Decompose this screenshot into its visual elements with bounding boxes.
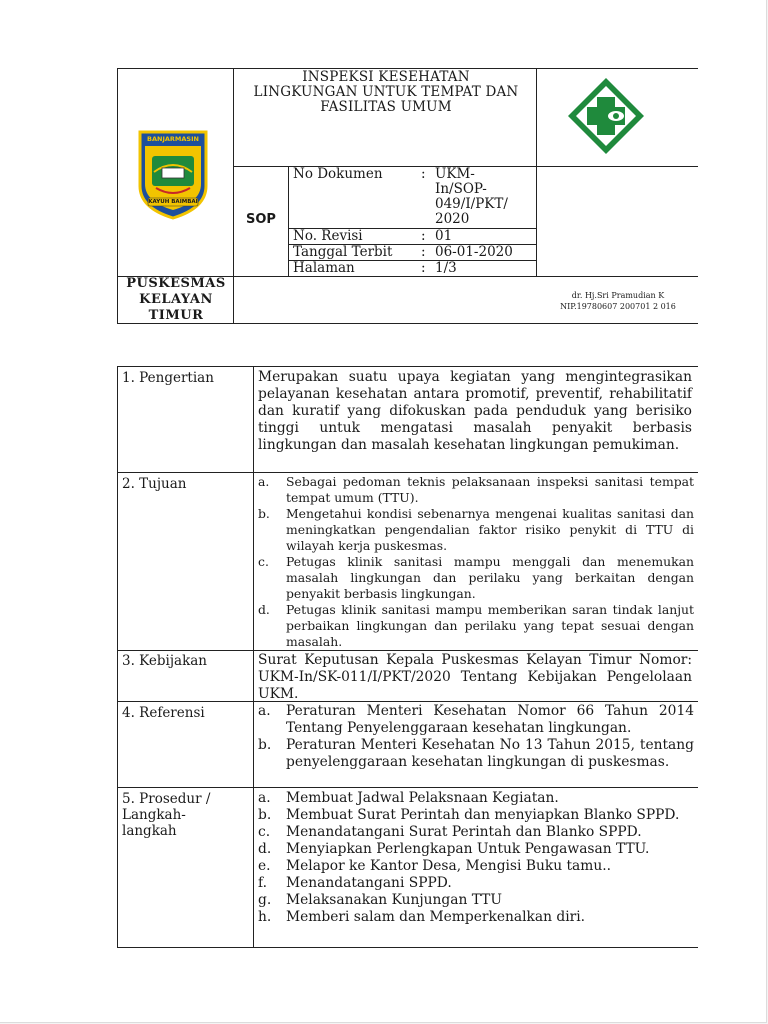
meta-key: No. Revisi <box>293 228 363 244</box>
list-item <box>258 841 694 858</box>
list-marker: f. <box>258 875 268 891</box>
meta-value-line: 2020 <box>435 211 470 227</box>
list-marker: h. <box>258 909 272 925</box>
list-text: Petugas klinik sanitasi mampu memberikan saran tindak lanjut perbaikan lingkungan dan perilaku yang tepat sesuai dengan masalah. <box>286 602 694 649</box>
list-item <box>258 858 694 875</box>
table-row-divider <box>117 787 698 788</box>
table-row-divider <box>117 472 698 473</box>
meta-row-halaman <box>290 261 536 276</box>
organization-name <box>118 276 234 324</box>
list-text: Peraturan Menteri Kesehatan Nomor 66 Tahun 2014 Tentang Penyelenggaraan kesehatan lingkungan. <box>286 703 694 736</box>
list-text: Menyiapkan Perlengkapan Untuk Pengawasan TTU. <box>286 841 650 857</box>
list-text: Membuat Surat Perintah dan menyiapkan Blanko SPPD. <box>286 807 680 823</box>
list-text: Peraturan Menteri Kesehatan No 13 Tahun 2015, tentang penyelenggaraan kesehatan lingkungan di puskesmas. <box>286 737 694 770</box>
organization-line: KELAYAN <box>139 292 213 307</box>
list-text: Membuat Jadwal Pelaksnaan Kegiatan. <box>286 790 559 806</box>
list-marker: g. <box>258 892 272 908</box>
section-label-referensi: 4. Referensi <box>122 705 205 721</box>
title-line: LINGKUNGAN UNTUK TEMPAT DAN <box>253 84 519 100</box>
meta-value-line: In/SOP- <box>435 181 487 197</box>
list-text: Melapor ke Kantor Desa, Mengisi Buku tamu.. <box>286 858 611 874</box>
list-text: Melaksanakan Kunjungan TTU <box>286 892 503 908</box>
meta-row-no-dokumen <box>290 167 536 227</box>
signer-name: dr. Hj.Sri Pramudian K <box>571 291 665 300</box>
list-item <box>258 790 694 807</box>
label-line: Langkah- <box>122 807 186 823</box>
signer-block <box>538 290 698 312</box>
list-item <box>258 474 694 506</box>
list-item <box>258 875 694 892</box>
meta-row-tanggal-terbit <box>290 245 536 260</box>
sop-label: SOP <box>246 212 276 227</box>
list-text: Mengetahui kondisi sebenarnya mengenai kualitas sanitasi dan meningkatkan pengendalian faktor risiko penykit di TTU di wilayah kerja puskesmas. <box>286 506 694 553</box>
table-row-divider <box>117 650 698 651</box>
meta-colon: : <box>421 228 426 244</box>
meta-value: 1/3 <box>435 260 457 276</box>
meta-key: Halaman <box>293 260 355 276</box>
list-marker: d. <box>258 602 270 617</box>
list-marker: d. <box>258 841 272 857</box>
title-line: INSPEKSI KESEHATAN <box>302 69 470 85</box>
organization-line: PUSKESMAS <box>126 276 226 291</box>
meta-colon: : <box>421 260 426 276</box>
list-marker: c. <box>258 554 269 569</box>
list-text: Menandatangani SPPD. <box>286 875 452 891</box>
list-marker: c. <box>258 824 271 840</box>
list-marker: b. <box>258 737 272 753</box>
prosedur-list <box>258 790 694 926</box>
list-item <box>258 892 694 909</box>
meta-key: No Dokumen <box>293 166 383 182</box>
section-label-kebijakan: 3. Kebijakan <box>122 653 208 669</box>
document-title <box>235 70 537 115</box>
title-line: FASILITAS UMUM <box>320 99 452 115</box>
label-line: 5. Prosedur / <box>122 791 211 807</box>
meta-row-no-revisi <box>290 229 536 244</box>
list-marker: e. <box>258 858 271 874</box>
list-marker: b. <box>258 807 272 823</box>
list-item <box>258 824 694 841</box>
tujuan-list <box>258 474 694 650</box>
list-text: Menandatangani Surat Perintah dan Blanko SPPD. <box>286 824 642 840</box>
section-label-prosedur <box>122 791 210 839</box>
table-column-divider <box>253 366 254 948</box>
label-line: langkah <box>122 823 177 839</box>
section-text-kebijakan: Surat Keputusan Kepala Puskesmas Kelayan Timur Nomor: UKM-In/SK-011/I/PKT/2020 Tentang Kebijakan Pengelolaan UKM. <box>258 652 692 702</box>
list-item <box>258 909 694 926</box>
signer-nip: NIP.19780607 200701 2 016 <box>560 302 676 311</box>
meta-colon: : <box>421 166 426 182</box>
list-item <box>258 554 694 602</box>
list-item <box>258 602 694 650</box>
referensi-list <box>258 703 694 771</box>
list-marker: b. <box>258 506 270 521</box>
list-marker: a. <box>258 790 271 806</box>
puskesmas-logo <box>566 75 646 157</box>
list-marker: a. <box>258 703 271 719</box>
section-text-pengertian: Merupakan suatu upaya kegiatan yang mengintegrasikan pelayanan kesehatan antara promotif, preventif, rehabilitatif dan kuratif yang difokuskan pada penduduk yang berisiko tinggi untuk mengatasi masalah penyakit berbasis lingkungan dan masalah kesehatan lingkungan pemukiman. <box>258 369 692 453</box>
meta-value: 06-01-2020 <box>435 244 513 260</box>
meta-value-line: 049/I/PKT/ <box>435 196 508 212</box>
banjarmasin-logo <box>136 128 210 220</box>
list-item <box>258 807 694 824</box>
section-label-pengertian: 1. Pengertian <box>122 370 214 386</box>
list-item <box>258 506 694 554</box>
section-label-tujuan: 2. Tujuan <box>122 476 187 492</box>
meta-colon: : <box>421 244 426 260</box>
list-text: Petugas klinik sanitasi mampu menggali dan menemukan masalah lingkungan dan perilaku yang berkaitan dengan penyakit berbasis lingkungan. <box>286 554 694 601</box>
meta-key: Tanggal Terbit <box>293 244 393 260</box>
meta-value <box>435 167 536 227</box>
logo-left-text-bottom: KAYUH BAIMBAI <box>148 199 198 205</box>
list-item <box>258 703 694 737</box>
meta-value-line: UKM- <box>435 166 475 182</box>
organization-line: TIMUR <box>148 308 204 323</box>
logo-left-text-top: BANJARMASIN <box>147 135 199 143</box>
list-marker: a. <box>258 474 270 489</box>
meta-value: 01 <box>435 228 453 244</box>
list-text: Sebagai pedoman teknis pelaksanaan inspeksi sanitasi tempat tempat umum (TTU). <box>286 474 694 505</box>
list-text: Memberi salam dan Memperkenalkan diri. <box>286 909 586 925</box>
list-item <box>258 737 694 771</box>
